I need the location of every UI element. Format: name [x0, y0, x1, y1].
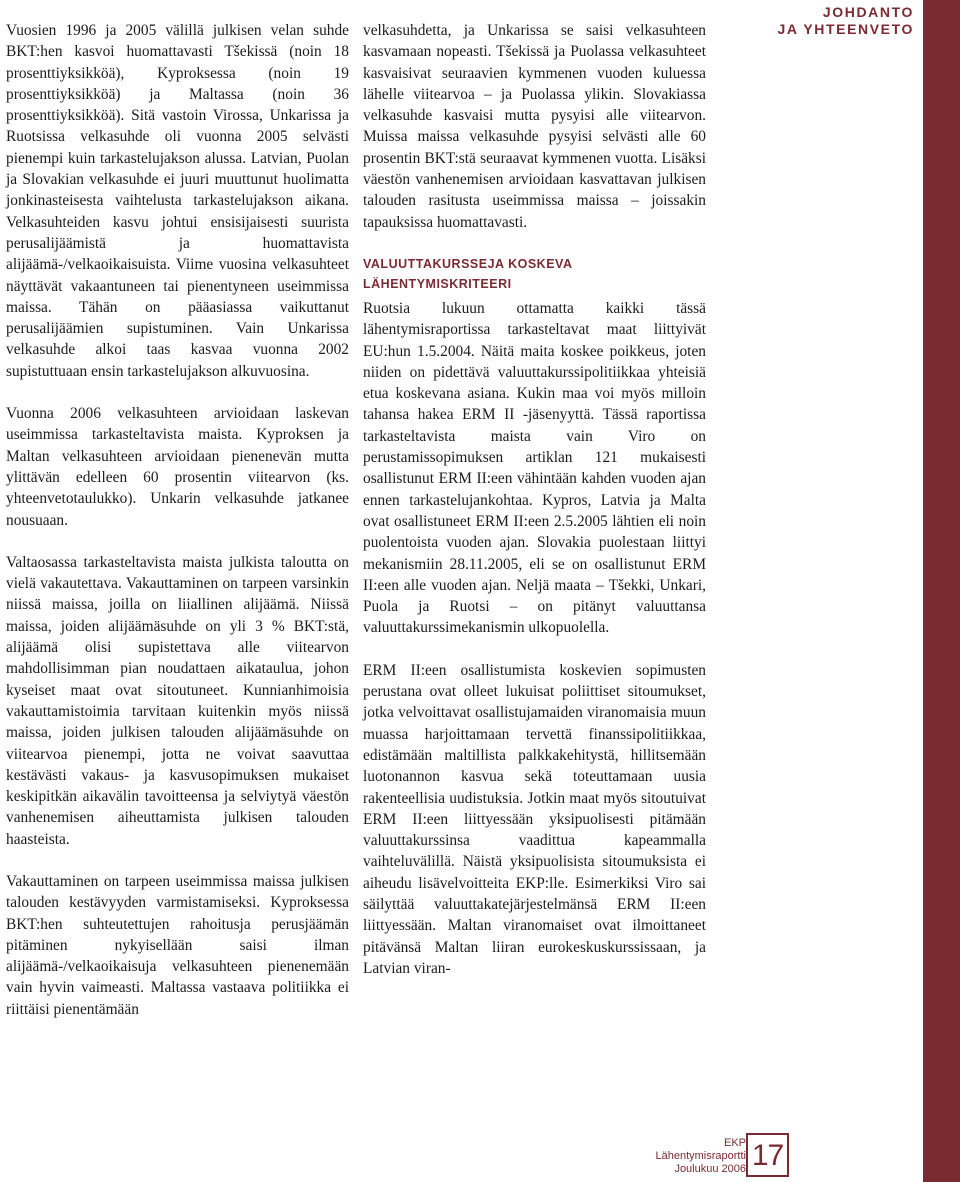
- accent-side-bar: [923, 0, 960, 1182]
- section-heading: [363, 254, 706, 294]
- body-paragraph: ERM II:een osallistumista koskevien sopimusten perustana ovat olleet lukuisat poliittiset sitoumukset, jotka velvoittavat osallistujamaiden viranomaisia muun muassa harjoittamaan tervettä finanssipolitiikkaa, edistämään maltillista palkkakehitystä, hillitsemään luotonannon kasvua sekä toteuttamaan uusia rakenteellisia uudistuksia. Jotkin maat myös sitoutuivat ERM II:een liittyessään yksipuolisesti pitämään valuuttakurssinsa vaadittua kapeammalla vaihteluvälillä. Näistä yksipuolisista sitoumuksista ei aiheudu lisävelvoitteita EKP:lle. Esimerkiksi Viro sai säilyttää valuuttakatejärjestelmänsä ERM II:een liittyessään. Maltan viranomaiset ovat ilmoittaneet pitävänsä Maltan liiran eurokeskuskurssissaan, ja Latvian viran-: [363, 661, 706, 977]
- chapter-label: [778, 4, 914, 38]
- page-footer: [610, 1133, 830, 1177]
- footer-publisher: EKP: [723, 1137, 746, 1149]
- chapter-label-line: JOHDANTO: [822, 4, 914, 20]
- body-paragraph: Vuosien 1996 ja 2005 välillä julkisen velan suhde BKT:hen kasvoi huomattavasti Tšekissä (noin 18 prosenttiyksikköä), Kyproksessa (noin 19 prosenttiyksikköä) ja Maltassa (noin 36 prosenttiyksikköä). Sitä vastoin Virossa, Unkarissa ja Ruotsissa velkasuhde oli vuonna 2005 selvästi pienempi kuin tarkastelujakson alussa. Latvian, Puolan ja Slovakian velkasuhde ei juuri muuttunut huolimatta jonkinasteisesta vaihtelusta tarkastelujakson aikana. Velkasuhteiden kasvu johtui ensisijaisesti suurista perusalijäämistä ja huomattavista alijäämä-/velkaoikaisuista. Viime vuosina velkasuhteet näyttävät vakaantuneen tai pienentyneen useimmissa maissa. Tähän on pääasiassa vaikuttanut perusalijäämien supistuminen. Vain Unkarissa velkasuhde alkoi taas kasvaa vuonna 2002 supistuttuaan ensin tarkastelujakson alkuvuosina.: [6, 22, 349, 380]
- body-paragraph: Vuonna 2006 velkasuhteen arvioidaan laskevan useimmissa tarkasteltavista maista. Kyproksen ja Maltan velkasuhteen arvioidaan pienenevän mutta ylittävän edelleen 60 prosentin viitearvon (ks. yhteenvetotaulukko). Unkarin velkasuhde jatkanee nousuaan.: [6, 405, 349, 529]
- body-paragraph: Valtaosassa tarkasteltavista maista julkista taloutta on vielä vakautettava. Vakauttaminen on tarpeen varsinkin niissä maissa, joilla on liiallinen alijäämä. Niissä maissa, joiden alijäämäsuhde on yli 3 % BKT:stä, alijäämä olisi supistettava alle viitearvon mahdollisimman pian noudattaen aikataulua, johon kyseiset maat ovat sitoutuneet. Kunnianhimoisia vakauttamistoimia tarvitaan kuitenkin myös niissä maissa, joiden julkisen talouden alijäämäsuhde on viitearvoa pienempi, jotta ne voivat saavuttaa kestävästi vakaus- ja kasvusopimuksen mukaiset keskipitkän aikavälin tavoitteensa ja selviytyä väestön vanhenemisen aiheuttamista julkisen talouden haasteista.: [6, 553, 349, 848]
- right-text-column: [363, 20, 706, 1000]
- continued-paragraph: velkasuhdetta, ja Unkarissa se saisi velkasuhteen kasvamaan nopeasti. Tšekissä ja Puolassa velkasuhteet kasvaisivat seuraavien kymmenen vuoden kuluessa lähelle viitearvoa – ja Puolassa ylikin. Slovakiassa velkasuhde kasvaisi mutta pysyisi alle viitearvon. Muissa maissa velkasuhde pysyisi selvästi alle 60 prosentin BKT:stä seuraavat kymmenen vuotta. Lisäksi väestön vanhenemisen arvioidaan kasvattavan julkisen talouden rasitusta useimmissa maissa – joissakin tapauksissa huomattavasti.: [363, 22, 706, 231]
- section-heading-line: VALUUTTAKURSSEJA KOSKEVA: [363, 256, 573, 271]
- left-text-column: [6, 20, 349, 1041]
- page-number: 17: [746, 1133, 789, 1177]
- body-paragraph: Vakauttaminen on tarpeen useimmissa maissa julkisen talouden kestävyyden varmistamiseksi. Kyproksessa BKT:hen suhteutettujen rahoitusja perusjäämän pitäminen nykyisellään saisi ilman alijäämä-/velkaoikaisuja velkasuhteen pienenemään vain hyvin vaimeasti. Maltassa vastaava politiikka ei riittäisi pienentämään: [6, 872, 349, 1018]
- section-heading-line: LÄHENTYMISKRITEERI: [363, 276, 512, 291]
- chapter-label-line: JA YHTEENVETO: [777, 21, 914, 37]
- body-paragraph: Ruotsia lukuun ottamatta kaikki tässä lähentymisraportissa tarkasteltavat maat liittyivät EU:hun 1.5.2004. Näitä maita koskee poikkeus, joten niiden on pidettävä valuuttakurssipolitiikkaa yhteisiä etua koskevana asiana. Kukin maa voi myös milloin tahansa hakea ERM II -jäsenyyttä. Tässä raportissa tarkasteltavista maista vain Viro on perustamissopimuksen artiklan 121 mukaisesti osallistunut ERM II:een vähintään kahden vuoden ajan ennen tarkastelujankohtaa. Kypros, Latvia ja Malta ovat osallistuneet ERM II:een 2.5.2005 lähtien eli noin puolentoista vuoden ajan. Slovakia puolestaan liittyi mekanismiin 28.11.2005, eli se on osallistunut ERM II:een alle vuoden ajan. Neljä maata – Tšekki, Unkari, Puola ja Ruotsi – on pitänyt valuuttansa valuuttakurssimekanismin ulkopuolella.: [363, 299, 706, 637]
- footer-publication-info: [656, 1137, 747, 1176]
- footer-title: Lähentymisraportti: [655, 1150, 746, 1162]
- footer-date: Joulukuu 2006: [674, 1163, 746, 1175]
